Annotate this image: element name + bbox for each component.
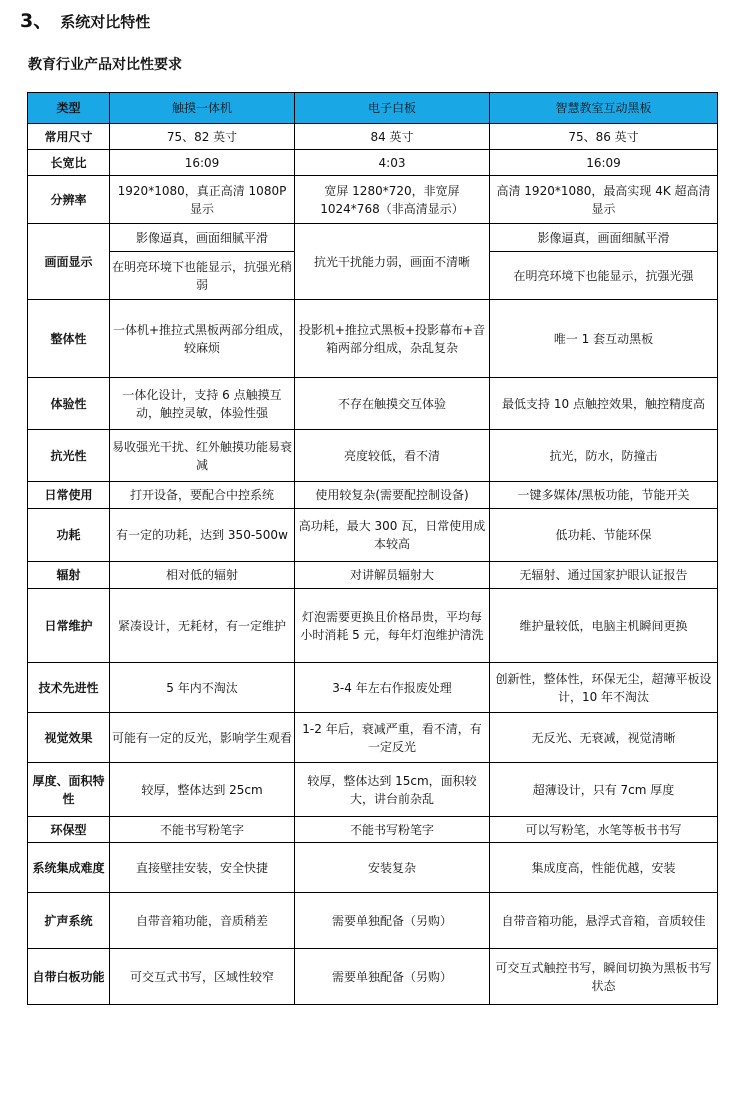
table-cell: 超薄设计，只有 7cm 厚度 (490, 763, 718, 817)
table-row (28, 663, 718, 713)
comparison-table (27, 92, 718, 1005)
table-header-row (28, 93, 718, 124)
table-cell: 安装复杂 (295, 843, 490, 893)
table-cell: 影像逼真，画面细腻平滑 (490, 224, 718, 252)
table-row (28, 430, 718, 482)
table-cell: 16:09 (490, 150, 718, 176)
row-label: 系统集成难度 (28, 843, 110, 893)
table-cell: 较厚，整体达到 15cm，面积较大，讲台前杂乱 (295, 763, 490, 817)
table-row (28, 763, 718, 817)
table-cell: 抗光干扰能力弱，画面不清晰 (295, 224, 490, 300)
table-cell: 打开设备，要配合中控系统 (110, 482, 295, 509)
table-cell: 无反光、无衰减，视觉清晰 (490, 713, 718, 763)
table-cell: 需要单独配备（另购） (295, 893, 490, 949)
table-cell: 亮度较低，看不清 (295, 430, 490, 482)
table-cell: 一体化设计，支持 6 点触摸互动，触控灵敏，体验性强 (110, 378, 295, 430)
table-cell: 可以写粉笔，水笔等板书书写 (490, 817, 718, 843)
table-row (28, 562, 718, 589)
row-label: 分辨率 (28, 176, 110, 224)
table-cell: 紧凑设计，无耗材，有一定维护 (110, 589, 295, 663)
table-row (28, 949, 718, 1005)
table-cell: 维护量较低，电脑主机瞬间更换 (490, 589, 718, 663)
table-cell: 无辐射、通过国家护眼认证报告 (490, 562, 718, 589)
table-cell: 创新性，整体性，环保无尘，超薄平板设计，10 年不淘汰 (490, 663, 718, 713)
table-cell: 集成度高，性能优越，安装 (490, 843, 718, 893)
table-cell: 自带音箱功能，音质稍差 (110, 893, 295, 949)
row-label: 自带白板功能 (28, 949, 110, 1005)
table-cell: 可交互式触控书写，瞬间切换为黑板书写状态 (490, 949, 718, 1005)
table-cell: 一体机+推拉式黑板两部分组成，较麻烦 (110, 300, 295, 378)
row-label: 功耗 (28, 509, 110, 562)
table-row (28, 589, 718, 663)
table-cell: 84 英寸 (295, 124, 490, 150)
table-cell: 高清 1920*1080，最高实现 4K 超高清显示 (490, 176, 718, 224)
table-cell: 影像逼真，画面细腻平滑 (110, 224, 295, 252)
row-label: 画面显示 (28, 224, 110, 300)
table-cell: 1-2 年后，衰减严重，看不清，有一定反光 (295, 713, 490, 763)
row-label: 环保型 (28, 817, 110, 843)
table-cell: 在明亮环境下也能显示，抗强光稍弱 (110, 252, 295, 300)
table-cell: 投影机+推拉式黑板+投影幕布+音箱两部分组成，杂乱复杂 (295, 300, 490, 378)
table-cell: 抗光，防水，防撞击 (490, 430, 718, 482)
table-cell: 直接壁挂安装，安全快捷 (110, 843, 295, 893)
table-row (28, 482, 718, 509)
table-cell: 一键多媒体/黑板功能，节能开关 (490, 482, 718, 509)
row-label: 扩声系统 (28, 893, 110, 949)
table-cell: 相对低的辐射 (110, 562, 295, 589)
table-row (28, 378, 718, 430)
table-row (28, 817, 718, 843)
table-cell: 16:09 (110, 150, 295, 176)
row-label: 日常使用 (28, 482, 110, 509)
table-cell: 使用较复杂(需要配控制设备) (295, 482, 490, 509)
table-cell: 低功耗、节能环保 (490, 509, 718, 562)
section-number: 3、 (20, 10, 53, 32)
column-header: 触摸一体机 (110, 93, 295, 124)
table-cell: 有一定的功耗，达到 350-500w (110, 509, 295, 562)
table-cell: 4:03 (295, 150, 490, 176)
table-row (28, 300, 718, 378)
table-cell: 可交互式书写，区域性较窄 (110, 949, 295, 1005)
table-row (28, 843, 718, 893)
table-row (28, 509, 718, 562)
table-title: 教育行业产品对比性要求 (28, 57, 182, 73)
table-cell: 较厚，整体达到 25cm (110, 763, 295, 817)
row-label: 体验性 (28, 378, 110, 430)
table-row (28, 124, 718, 150)
row-label: 抗光性 (28, 430, 110, 482)
table-cell: 易收强光干扰、红外触摸功能易衰减 (110, 430, 295, 482)
table-row (28, 713, 718, 763)
row-label: 辐射 (28, 562, 110, 589)
row-label: 技术先进性 (28, 663, 110, 713)
table-cell: 最低支持 10 点触控效果，触控精度高 (490, 378, 718, 430)
table-cell: 不能书写粉笔字 (295, 817, 490, 843)
column-header: 智慧教室互动黑板 (490, 93, 718, 124)
table-cell: 75、86 英寸 (490, 124, 718, 150)
table-cell: 唯一 1 套互动黑板 (490, 300, 718, 378)
row-label: 常用尺寸 (28, 124, 110, 150)
table-cell: 可能有一定的反光，影响学生观看 (110, 713, 295, 763)
table-row (28, 176, 718, 224)
column-header: 电子白板 (295, 93, 490, 124)
row-label: 厚度、面积特性 (28, 763, 110, 817)
table-cell: 对讲解员辐射大 (295, 562, 490, 589)
table-cell: 自带音箱功能，悬浮式音箱，音质较佳 (490, 893, 718, 949)
table-cell: 高功耗，最大 300 瓦，日常使用成本较高 (295, 509, 490, 562)
table-cell: 在明亮环境下也能显示，抗强光强 (490, 252, 718, 300)
column-header: 类型 (28, 93, 110, 124)
row-label: 长宽比 (28, 150, 110, 176)
table-cell: 3-4 年左右作报废处理 (295, 663, 490, 713)
table-cell: 5 年内不淘汰 (110, 663, 295, 713)
table-row (28, 150, 718, 176)
table-cell: 不能书写粉笔字 (110, 817, 295, 843)
section-title: 系统对比特性 (60, 13, 151, 31)
table-cell: 1920*1080，真正高清 1080P 显示 (110, 176, 295, 224)
table-row (28, 893, 718, 949)
row-label: 整体性 (28, 300, 110, 378)
row-label: 日常维护 (28, 589, 110, 663)
table-cell: 宽屏 1280*720，非宽屏 1024*768（非高清显示） (295, 176, 490, 224)
table-row (28, 224, 718, 252)
table-cell: 灯泡需要更换且价格昂贵，平均每小时消耗 5 元，每年灯泡维护清洗 (295, 589, 490, 663)
table-cell: 75、82 英寸 (110, 124, 295, 150)
row-label: 视觉效果 (28, 713, 110, 763)
section-heading (20, 6, 150, 34)
table-cell: 不存在触摸交互体验 (295, 378, 490, 430)
table-cell: 需要单独配备（另购） (295, 949, 490, 1005)
